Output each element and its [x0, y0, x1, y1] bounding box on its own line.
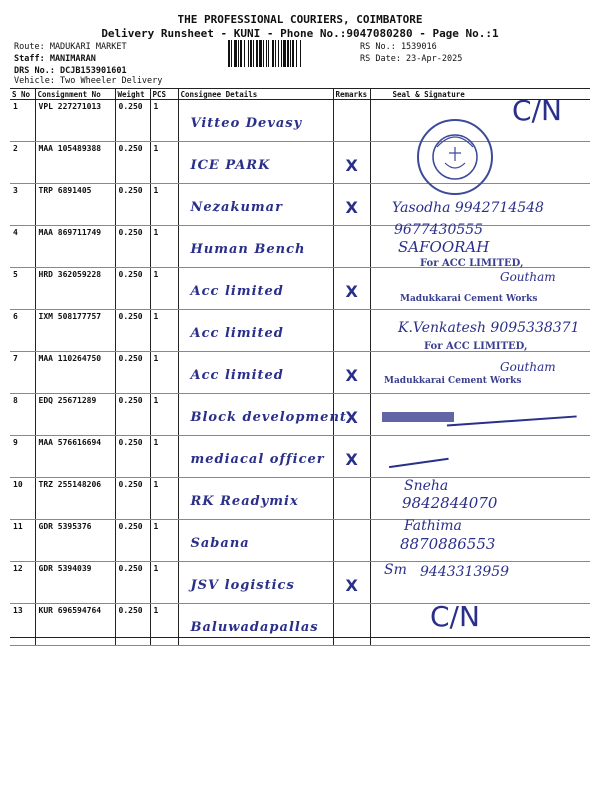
- sig-cn-top: C/N: [512, 94, 562, 127]
- cell-pcs: 1: [150, 562, 178, 604]
- cell-weight: 0.250: [115, 604, 150, 646]
- cell-weight: 0.250: [115, 184, 150, 226]
- cell-sno: 4: [10, 226, 35, 268]
- cell-remark: [333, 478, 370, 520]
- col-remarks: Remarks: [333, 89, 370, 100]
- works-stamp-1: Madukkarai Cement Works: [400, 294, 538, 304]
- consignee-handwriting: Block development: [190, 410, 347, 425]
- cell-sno: 12: [10, 562, 35, 604]
- cell-consignee: [178, 604, 333, 646]
- consignee-handwriting: Nezakumar: [190, 200, 283, 215]
- consignee-handwriting: Human Bench: [190, 242, 306, 257]
- sig-fathima-phone: 8870886553: [400, 535, 496, 553]
- sig-row4-name: SAFOORAH: [398, 238, 490, 256]
- sig-row4-phone: 9677430555: [394, 222, 484, 238]
- sig-row3: Yasodha 9942714548: [392, 200, 544, 216]
- col-sno: S No: [10, 89, 35, 100]
- remark-mark: X: [345, 198, 358, 217]
- cell-pcs: 1: [150, 100, 178, 142]
- cell-consignee: [178, 478, 333, 520]
- cell-remark: [333, 310, 370, 352]
- cell-consignee: [178, 142, 333, 184]
- consignee-handwriting: Vitteo Devasy: [190, 116, 303, 131]
- table-row: [10, 478, 590, 520]
- sig-row6: K.Venkatesh 9095338371: [398, 320, 580, 336]
- cell-remark: [333, 562, 370, 604]
- sig-sneha: Sneha: [404, 478, 449, 494]
- consignee-handwriting: RK Readymix: [190, 494, 299, 509]
- cell-weight: 0.250: [115, 352, 150, 394]
- cell-consignment-no: TRZ 255148206: [35, 478, 115, 520]
- remark-mark: X: [345, 366, 358, 385]
- cell-remark: [333, 394, 370, 436]
- cell-pcs: 1: [150, 394, 178, 436]
- row8-stamp: [382, 412, 454, 422]
- works-stamp-2: Madukkarai Cement Works: [384, 376, 522, 386]
- cell-sno: 13: [10, 604, 35, 646]
- cell-pcs: 1: [150, 226, 178, 268]
- route-label: Route: MADUKARI MARKET: [14, 42, 127, 52]
- cell-sno: 10: [10, 478, 35, 520]
- barcode-bar: [301, 40, 302, 67]
- sig-cn-bottom: C/N: [430, 600, 480, 633]
- cell-consignee: [178, 268, 333, 310]
- cell-consignee: [178, 436, 333, 478]
- sig-row12-phone: 9443313959: [420, 564, 510, 580]
- company-seal-stamp: [415, 117, 497, 199]
- cell-pcs: 1: [150, 604, 178, 646]
- cell-weight: 0.250: [115, 226, 150, 268]
- sig-sneha-phone: 9842844070: [402, 494, 498, 512]
- cell-consignment-no: GDR 5395376: [35, 520, 115, 562]
- cell-consignment-no: IXM 508177757: [35, 310, 115, 352]
- cell-remark: [333, 436, 370, 478]
- rs-number: RS No.: 1539016: [360, 42, 437, 52]
- cell-weight: 0.250: [115, 520, 150, 562]
- drs-label: DRS No.: DCJB153901601: [14, 66, 127, 76]
- cell-sno: 11: [10, 520, 35, 562]
- remark-mark: X: [345, 282, 358, 301]
- cell-remark: [333, 352, 370, 394]
- barcode: [228, 40, 356, 67]
- acc-stamp-1: For ACC LIMITED,: [420, 258, 524, 269]
- consignee-handwriting: mediacal officer: [190, 452, 325, 467]
- cell-weight: 0.250: [115, 310, 150, 352]
- cell-weight: 0.250: [115, 142, 150, 184]
- cell-remark: [333, 184, 370, 226]
- cell-pcs: 1: [150, 142, 178, 184]
- table-row: [10, 436, 590, 478]
- cell-consignee: [178, 394, 347, 436]
- cell-sno: 2: [10, 142, 35, 184]
- consignee-handwriting: Sabana: [190, 536, 250, 551]
- cell-consignment-no: MAA 869711749: [35, 226, 115, 268]
- cell-consignment-no: TRP 6891405: [35, 184, 115, 226]
- remark-mark: X: [345, 576, 358, 595]
- cell-seal-signature: [370, 604, 590, 646]
- cell-consignment-no: VPL 227271013: [35, 100, 115, 142]
- cell-consignee: [178, 520, 333, 562]
- sig-goutham-1: Goutham: [500, 270, 556, 284]
- remark-mark: X: [345, 408, 358, 427]
- cell-remark: [333, 604, 370, 646]
- table-bottom-rule: [10, 637, 590, 638]
- remark-mark: X: [345, 156, 358, 175]
- cell-consignment-no: EDQ 25671289: [35, 394, 115, 436]
- cell-consignment-no: MAA 105489388: [35, 142, 115, 184]
- cell-consignee: [178, 562, 333, 604]
- col-seal: Seal & Signature: [370, 89, 590, 100]
- col-weight: Weight: [115, 89, 150, 100]
- cell-consignee: [178, 310, 333, 352]
- cell-remark: [333, 142, 370, 184]
- cell-seal-signature: [370, 352, 590, 394]
- cell-consignment-no: MAA 576616694: [35, 436, 115, 478]
- cell-pcs: 1: [150, 520, 178, 562]
- cell-remark: [333, 520, 370, 562]
- cell-sno: 9: [10, 436, 35, 478]
- consignee-handwriting: Acc limited: [190, 326, 284, 341]
- staff-label: Staff: MANIMARAN: [14, 54, 96, 64]
- consignee-handwriting: Acc limited: [190, 368, 284, 383]
- table-row: [10, 520, 590, 562]
- cell-pcs: 1: [150, 184, 178, 226]
- cell-sno: 7: [10, 352, 35, 394]
- cell-remark: [333, 268, 370, 310]
- cell-pcs: 1: [150, 478, 178, 520]
- cell-sno: 3: [10, 184, 35, 226]
- consignee-handwriting: Baluwadapallas: [190, 620, 319, 635]
- cell-sno: 6: [10, 310, 35, 352]
- consignee-handwriting: JSV logistics: [190, 578, 295, 593]
- company-title: THE PROFESSIONAL COURIERS, COIMBATORE: [177, 13, 423, 26]
- acc-stamp-2: For ACC LIMITED,: [424, 341, 528, 352]
- cell-pcs: 1: [150, 352, 178, 394]
- table-row: [10, 100, 590, 142]
- cell-pcs: 1: [150, 436, 178, 478]
- cell-remark: [333, 100, 370, 142]
- cell-consignment-no: HRD 362059228: [35, 268, 115, 310]
- remark-mark: X: [345, 450, 358, 469]
- cell-consignment-no: MAA 110264750: [35, 352, 115, 394]
- cell-weight: 0.250: [115, 562, 150, 604]
- col-consignment: Consignment No: [35, 89, 115, 100]
- cell-weight: 0.250: [115, 436, 150, 478]
- sig-goutham-2: Goutham: [500, 360, 556, 374]
- consignee-handwriting: ICE PARK: [190, 158, 271, 173]
- cell-weight: 0.250: [115, 100, 150, 142]
- col-consignee: Consignee Details: [178, 89, 333, 100]
- col-pcs: PCS: [150, 89, 178, 100]
- cell-weight: 0.250: [115, 268, 150, 310]
- cell-consignee: [178, 352, 333, 394]
- cell-consignment-no: GDR 5394039: [35, 562, 115, 604]
- vehicle-label: Vehicle: Two Wheeler Delivery: [14, 76, 163, 86]
- cell-sno: 8: [10, 394, 35, 436]
- sig-row12-initial: Sm: [384, 562, 407, 578]
- cell-weight: 0.250: [115, 394, 150, 436]
- cell-pcs: 1: [150, 310, 178, 352]
- cell-weight: 0.250: [115, 478, 150, 520]
- cell-consignee: [178, 100, 333, 142]
- cell-pcs: 1: [150, 268, 178, 310]
- table-row: [10, 604, 590, 646]
- sig-fathima: Fathima: [404, 518, 462, 534]
- table-row: [10, 142, 590, 184]
- cell-sno: 1: [10, 100, 35, 142]
- cell-consignee: [178, 226, 333, 268]
- cell-consignee: [178, 184, 333, 226]
- rs-date: RS Date: 23-Apr-2025: [360, 54, 463, 64]
- runsheet-subtitle: Delivery Runsheet - KUNI - Phone No.:9047080280 - Page No.:1: [101, 27, 499, 40]
- cell-sno: 5: [10, 268, 35, 310]
- cell-consignment-no: KUR 696594764: [35, 604, 115, 646]
- consignee-handwriting: Acc limited: [190, 284, 284, 299]
- cell-remark: [333, 226, 370, 268]
